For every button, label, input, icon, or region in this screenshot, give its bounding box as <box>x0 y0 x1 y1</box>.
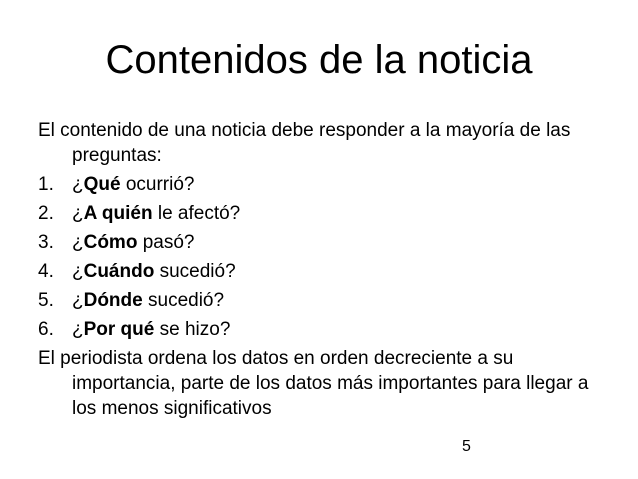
question-prefix: ¿ <box>72 174 84 195</box>
question-number: 1. <box>38 174 54 195</box>
question-item <box>38 259 598 284</box>
question-item <box>38 230 598 255</box>
question-keyword: Cuándo <box>83 261 155 282</box>
question-prefix: ¿ <box>72 261 84 282</box>
slide-body <box>38 118 598 421</box>
question-keyword: Qué <box>83 174 121 195</box>
question-rest: le afectó? <box>152 203 241 224</box>
question-item <box>38 172 598 197</box>
question-prefix: ¿ <box>72 232 84 253</box>
question-prefix: ¿ <box>72 203 84 224</box>
question-item <box>38 201 598 226</box>
question-rest: se hizo? <box>154 319 231 340</box>
question-number: 5. <box>38 290 54 311</box>
question-rest: ocurrió? <box>120 174 195 195</box>
question-rest: pasó? <box>137 232 195 253</box>
question-number: 6. <box>38 319 54 340</box>
question-keyword: Por qué <box>83 319 155 340</box>
question-prefix: ¿ <box>72 290 84 311</box>
question-number: 4. <box>38 261 54 282</box>
question-item <box>38 317 598 342</box>
question-number: 2. <box>38 203 54 224</box>
question-number: 3. <box>38 232 54 253</box>
question-keyword: A quién <box>83 203 153 224</box>
intro-paragraph: El contenido de una noticia debe responder a la mayoría de las preguntas: <box>38 120 571 166</box>
closing-paragraph: El periodista ordena los datos en orden decreciente a su importancia, parte de los datos más importantes para llegar a los menos significativos <box>38 348 589 419</box>
question-rest: sucedió? <box>154 261 236 282</box>
question-keyword: Dónde <box>83 290 143 311</box>
page-number: 5 <box>462 438 471 455</box>
question-rest: sucedió? <box>142 290 225 311</box>
slide-title: Contenidos de la noticia <box>105 38 533 82</box>
question-item <box>38 288 598 313</box>
question-prefix: ¿ <box>72 319 84 340</box>
question-keyword: Cómo <box>83 232 138 253</box>
